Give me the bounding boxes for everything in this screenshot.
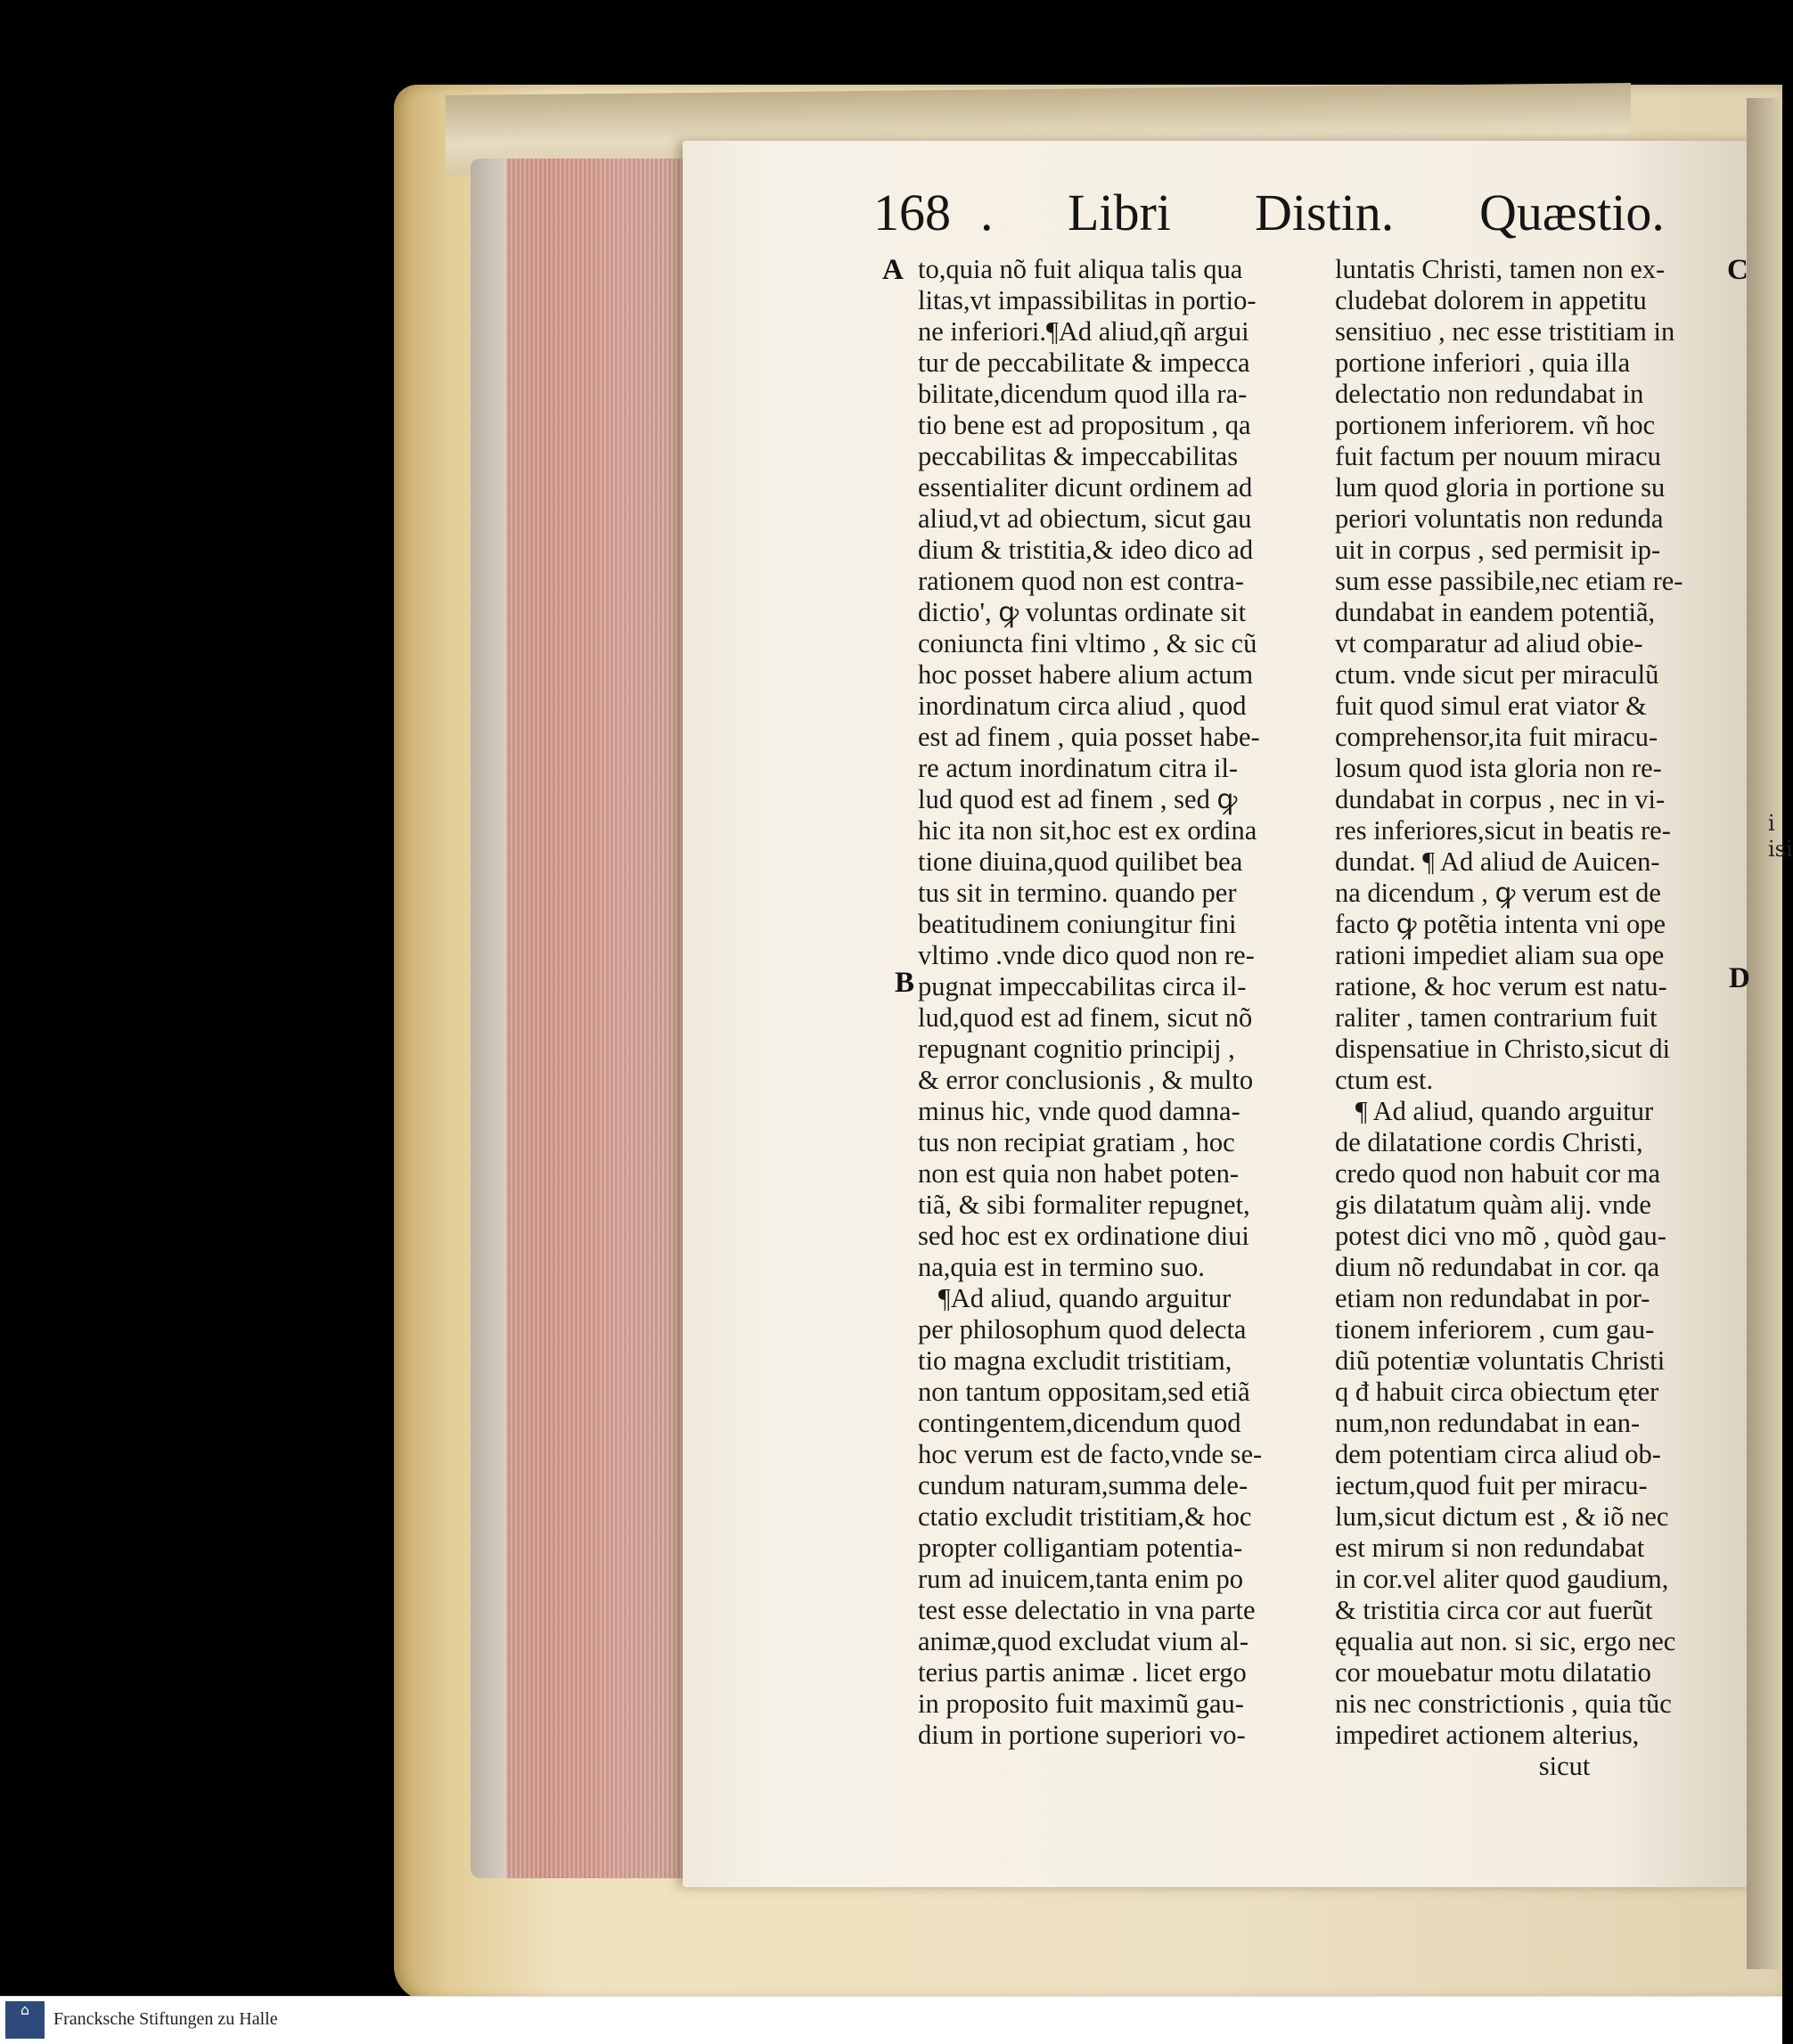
institution-logo [5, 2001, 45, 2039]
text-line: raliter , tamen contrarium fuit [1335, 1002, 1658, 1033]
text-line: ¶Ad aliud, quando arguitur [918, 1283, 1232, 1313]
text-line: portionem inferiorem. vñ hoc [1335, 410, 1656, 440]
building-icon: ⌂ [20, 2001, 30, 2018]
text-line: essentialiter dicunt ordinem ad [918, 472, 1253, 503]
text-line: est mirum si non redundabat [1335, 1533, 1645, 1563]
text-line: non est quia non habet poten- [918, 1158, 1239, 1189]
text-line: dundabat in corpus , nec in vi- [1335, 784, 1666, 814]
text-line: litas,vt impassibilitas in portio- [918, 285, 1257, 315]
text-line: gis dilatatum quàm alij. vnde [1335, 1190, 1651, 1220]
text-line: res inferiores,sicut in beatis re- [1335, 815, 1671, 846]
text-line: re actum inordinatum citra il- [918, 753, 1239, 783]
text-line: losum quod ista gloria non re- [1335, 753, 1662, 783]
text-line: dium in portione superiori vo- [918, 1720, 1246, 1750]
text-line: cludebat dolorem in appetitu [1335, 285, 1647, 315]
text-line: diũ potentiæ voluntatis Christi [1335, 1345, 1666, 1376]
text-column-left [918, 254, 1331, 1751]
head-dot: . [980, 184, 994, 241]
text-line: est ad finem , quia posset habe- [918, 722, 1260, 752]
margin-letter-c: C [1727, 254, 1748, 286]
text-line: sed hoc est ex ordinatione diui [918, 1221, 1249, 1251]
text-line: peccabilitas & impeccabilitas [918, 441, 1239, 471]
margin-letter-d: D [1729, 962, 1750, 994]
text-line: propter colligantiam potentia- [918, 1533, 1243, 1563]
text-line: bilitate,dicendum quod illa ra- [918, 379, 1248, 409]
text-line: & tristitia circa cor aut fuerũt [1335, 1595, 1653, 1625]
text-line: beatitudinem coniungitur fini [918, 909, 1237, 939]
text-line: tio bene est ad propositum , qa [918, 410, 1251, 440]
text-line: hoc verum est de facto,vnde se- [918, 1439, 1263, 1469]
text-line: tiã, & sibi formaliter repugnet, [918, 1190, 1250, 1220]
text-column-right [1335, 254, 1723, 1782]
text-line: vltimo .vnde dico quod non re- [918, 940, 1255, 970]
text-line: lum quod gloria in portione su [1335, 472, 1666, 503]
text-line: tio magna excludit tristitiam, [918, 1345, 1232, 1376]
margin-letter-a: A [882, 254, 904, 286]
text-line: dispensatiue in Christo,sicut di [1335, 1034, 1671, 1064]
owner-credit: Francksche Stiftungen zu Halle [53, 2009, 278, 2029]
text-line: sicut [1335, 1751, 1591, 1781]
footer-bar [0, 1996, 1782, 2044]
text-line: sensitiuo , nec esse tristitiam in [1335, 316, 1675, 347]
margin-letter-b: B [895, 967, 915, 999]
text-line: ctum. vnde sicut per miraculũ [1335, 659, 1659, 690]
text-line: lud,quod est ad finem, sicut nõ [918, 1002, 1253, 1033]
text-line: lud quod est ad finem , sed ꝙ [918, 784, 1238, 814]
text-line: hoc posset habere alium actum [918, 659, 1254, 690]
text-line: periori voluntatis non redunda [1335, 503, 1664, 534]
text-line: dem potentiam circa aliud ob- [1335, 1439, 1661, 1469]
text-line: na,quia est in termino suo. [918, 1252, 1205, 1282]
text-line: num,non redundabat in ean- [1335, 1408, 1641, 1438]
text-line: iectum,quod fuit per miracu- [1335, 1470, 1648, 1500]
text-line: pugnat impeccabilitas circa il- [918, 971, 1247, 1002]
text-line: ęqualia aut non. si sic, ergo nec [1335, 1626, 1676, 1656]
text-line: luntatis Christi, tamen non ex- [1335, 254, 1666, 284]
text-line: rationi impediet aliam sua ope [1335, 940, 1665, 970]
text-line: minus hic, vnde quod damna- [918, 1096, 1240, 1126]
text-line: terius partis animæ . licet ergo [918, 1657, 1247, 1688]
text-line: uit in corpus , sed permisit ip- [1335, 535, 1661, 565]
facing-page-edge [1747, 98, 1782, 1969]
text-line: delectatio non redundabat in [1335, 379, 1644, 409]
text-line: impediret actionem alterius, [1335, 1720, 1640, 1750]
facing-mark: isi [1768, 836, 1793, 862]
text-line: & error conclusionis , & multo [918, 1065, 1254, 1095]
head-distin: Distin. [1255, 184, 1395, 241]
page-number: 168 [873, 184, 951, 241]
text-line: nis nec constrictionis , quia tũc [1335, 1688, 1672, 1719]
fore-edge-shadow [471, 159, 506, 1878]
text-line: in proposito fuit maximũ gau- [918, 1688, 1244, 1719]
text-line: dium nõ redundabat in cor. qa [1335, 1252, 1660, 1282]
text-line: vt comparatur ad aliud obie- [1335, 628, 1643, 658]
text-line: tionem inferiorem , cum gau- [1335, 1314, 1655, 1345]
text-line: cundum naturam,summa dele- [918, 1470, 1249, 1500]
text-line: dictio', ꝙ voluntas ordinate sit [918, 597, 1247, 627]
text-line: rationem quod non est contra- [918, 566, 1244, 596]
text-line: per philosophum quod delecta [918, 1314, 1247, 1345]
text-line: fuit factum per nouum miracu [1335, 441, 1661, 471]
text-line: dium & tristitia,& ideo dico ad [918, 535, 1254, 565]
head-libri: Libri [1068, 184, 1171, 241]
text-line: na dicendum , ꝙ verum est de [1335, 878, 1661, 908]
text-line: q đ habuit circa obiectum ęter [1335, 1377, 1659, 1407]
text-line: etiam non redundabat in por- [1335, 1283, 1650, 1313]
text-line: ¶ Ad aliud, quando arguitur [1335, 1096, 1654, 1126]
text-line: inordinatum circa aliud , quod [918, 691, 1247, 721]
text-line: lum,sicut dictum est , & iõ nec [1335, 1501, 1669, 1532]
text-line: repugnant cognitio principij , [918, 1034, 1235, 1064]
text-line: rum ad inuicem,tanta enim po [918, 1564, 1244, 1594]
text-line: non tantum oppositam,sed etiã [918, 1377, 1250, 1407]
text-line: portione inferiori , quia illa [1335, 347, 1631, 378]
text-line: hic ita non sit,hoc est ex ordina [918, 815, 1257, 846]
text-line: ctum est. [1335, 1065, 1434, 1095]
text-line: dundabat in eandem potentiã, [1335, 597, 1656, 627]
text-line: tus non recipiat gratiam , hoc [918, 1127, 1235, 1157]
text-line: credo quod non habuit cor ma [1335, 1158, 1661, 1189]
text-line: cor mouebatur motu dilatatio [1335, 1657, 1651, 1688]
text-line: de dilatatione cordis Christi, [1335, 1127, 1643, 1157]
text-line: dundat. ¶ Ad aliud de Auicen- [1335, 846, 1660, 877]
text-line: potest dici vno mõ , quòd gau- [1335, 1221, 1666, 1251]
text-line: to,quia nõ fuit aliqua talis qua [918, 254, 1243, 284]
text-line: facto ꝙ potẽtia intenta vni ope [1335, 909, 1666, 939]
text-line: ne inferiori.¶Ad aliud,qñ argui [918, 316, 1249, 347]
text-line: ctatio excludit tristitiam,& hoc [918, 1501, 1252, 1532]
text-line: coniuncta fini vltimo , & sic cũ [918, 628, 1257, 658]
text-line: ratione, & hoc verum est natu- [1335, 971, 1667, 1002]
running-head [873, 183, 1665, 245]
text-line: sum esse passibile,nec etiam re- [1335, 566, 1683, 596]
text-line: comprehensor,ita fuit miracu- [1335, 722, 1658, 752]
text-line: test esse delectatio in vna parte [918, 1595, 1256, 1625]
text-line: tur de peccabilitate & impecca [918, 347, 1250, 378]
text-line: animæ,quod excludat vium al- [918, 1626, 1249, 1656]
text-line: in cor.vel aliter quod gaudium, [1335, 1564, 1669, 1594]
text-line: contingentem,dicendum quod [918, 1408, 1241, 1438]
facing-page-marks [1768, 811, 1793, 863]
text-line: fuit quod simul erat viator & [1335, 691, 1647, 721]
text-line: aliud,vt ad obiectum, sicut gau [918, 503, 1252, 534]
text-line: tione diuina,quod quilibet bea [918, 846, 1243, 877]
facing-mark: i [1768, 811, 1775, 836]
head-quaestio: Quæstio. [1479, 184, 1665, 241]
text-line: tus sit in termino. quando per [918, 878, 1237, 908]
